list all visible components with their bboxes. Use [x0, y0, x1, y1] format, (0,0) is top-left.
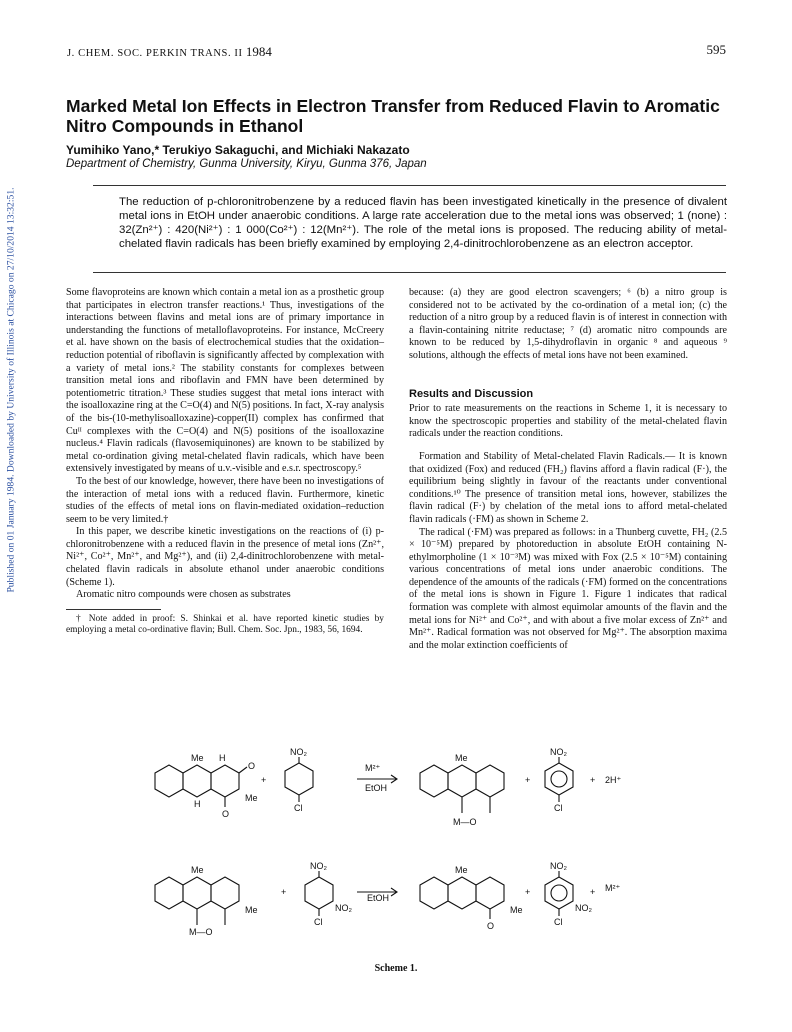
running-header [67, 44, 272, 60]
affiliation: Department of Chemistry, Gunma University, Kiryu, Gunma 376, Japan [66, 158, 427, 170]
nitro-label: NO₂ [290, 747, 307, 757]
article-title: Marked Metal Ion Effects in Electron Transfer from Reduced Flavin to Aromatic Nitro Compounds in Ethanol [66, 96, 720, 136]
nitro-label: NO₂ [575, 903, 592, 913]
chloro-label: Cl [294, 803, 303, 813]
nitro-label: NO₂ [335, 903, 352, 913]
methyl-label: Me [245, 793, 258, 803]
download-notice [0, 150, 22, 630]
plus-sign: + [525, 887, 531, 897]
chloro-label: Cl [554, 803, 563, 813]
pyrazine-ring-chelate [183, 877, 211, 909]
radical-ring-circle [551, 771, 567, 787]
abstract-bottom-rule [93, 272, 726, 273]
carbonyl-bond [239, 767, 247, 773]
methyl-label: Me [455, 753, 468, 763]
plus-sign: + [281, 887, 287, 897]
dinitro-radical-ring [545, 877, 573, 909]
methyl-label: Me [455, 865, 468, 875]
benzene-ring-reduced-flavin [155, 765, 183, 797]
author-list: Yumihiko Yano,* Terukiyo Sakaguchi, and Michiaki Nakazato [66, 143, 410, 157]
footnote-rule [66, 609, 161, 610]
abstract-top-rule [93, 185, 726, 186]
pyrazine-ring-radical [448, 765, 476, 797]
paragraph: The radical (·FM) was prepared as follows: in a Thunberg cuvette, FH₂ (2.5 × 10⁻⁵M) prepared by photoreduction in absolute EtOH containing N-ethylmorpholine (1 × 10⁻³M) was mixed with Fox (2.5 × 10⁻⁵M) containing various concentrations of metal ions under anaerobic conditions. The dependence of the amounts of the radicals (·FM) formed on the concentrations of the metal ions is shown in Figure 1. Figure 1 indicates that radical formation was complete with almost equimolar amounts of the flavin and the metal ions for Ni²⁺ and Co²⁺, and with about a five molar excess of Zn²⁺ and Mn²⁺. Radical formation was not observed for Mg²⁺. The absorption maxima and the molar extinction coefficients of [409, 526, 727, 651]
reagent-label: M²⁺ [365, 763, 381, 773]
benzene-ring-product [420, 877, 448, 909]
chloro-label: Cl [314, 917, 323, 927]
nitro-label: NO₂ [310, 861, 327, 871]
scheme-caption: Scheme 1. [374, 963, 418, 974]
pyrimidine-ring-chelate [211, 877, 239, 909]
solvent-label: EtOH [365, 783, 388, 793]
journal-year: 1984 [245, 44, 272, 59]
nitrobenzene-ring [285, 763, 313, 795]
paragraph: because: (a) they are good electron scavengers; ⁶ (b) a nitro group is considered not to be activated by the co-ordination of a metal ion; (c) the reduction of a nitro group by a reduced flavin is of interest in connection with a flavin-containing nitrite reductase; ⁷ (d) aromatic nitro compounds are known to be reduced by 1,5-dihydroflavin in organic ⁸ and aqueous ⁹ solutions, although the effects of metal ions have not been examined. [409, 287, 727, 361]
pyrazine-ring-product [448, 877, 476, 909]
metal-oxygen-label: M—O [189, 927, 213, 937]
paragraph: In this paper, we describe kinetic investigations on the reactions of (i) p-chloronitrobenzene with a reduced flavin in the presence of metal ions (Zn²⁺, Ni²⁺, Co²⁺, Mn²⁺, and Mg²⁺), and (ii) 2,4-dinitrochlorobenzene with metal-chelated flavin radicals in absolute ethanol under anaerobic conditions (Scheme 1). [66, 526, 384, 588]
methyl-label: Me [191, 753, 204, 763]
chloro-label: Cl [554, 917, 563, 927]
journal-name: J. CHEM. SOC. PERKIN TRANS. II [67, 48, 243, 59]
paragraph: Aromatic nitro compounds were chosen as substrates [76, 589, 291, 601]
paragraph: Formation and Stability of Metal-chelated Flavin Radicals.— It is known that oxidized (Fox) and reduced (FH₂) flavins afford a flavin radical (F·), the equilibrium being slightly in favour of the reactants under conventional conditions.¹⁰ The presence of transition metal ions, however, stabilizes the flavin radical (F·) by chelation of the metal ions to afford metal-chelated flavin radicals (·FM) as shown in Scheme 2. [409, 450, 727, 525]
paragraph: Some flavoproteins are known which contain a metal ion as a prosthetic group that participates in electron transfer reactions.¹ Thus, investigations of the interactions between flavins and metal ions are of primary importance in understanding the functions of metalloflavoproteins. For instance, McCreery et al. have shown on the basis of electrochemical studies that the oxidation–reduction potential of riboflavin is significantly affected by complexation with a variety of metal ions.² The stability constants for complexes between transition metal ions and riboflavin and FMN have been determined by potentiometric titration.³ These studies suggest that metal ions interact with the isoalloxazine ring at the C=O(4) and N(5) positions. In fact, X-ray analysis of the bis-(10-methylisoalloxazine)-copper(II) complex has confirmed that Cuᴵᴵ complexes with the C=O(4) and N(5) positions of the isoalloxazine nucleus.⁴ Flavin radicals (flavosemiquinones) are known to be stabilized by metal co-ordination giving metal-chelated flavin radicals, which have been extensively investigated by means of u.v.-visible and e.s.r. spectroscopy.⁵ [66, 287, 384, 475]
scheme-1-diagram [135, 747, 695, 960]
pyrimidine-ring-reduced-flavin [211, 765, 239, 797]
paragraph: To the best of our knowledge, however, there have been no investigations of the interaction of metal ions with a reduced flavin. Furthermore, kinetic studies of the effects of metal ions on flavin-mediated oxidation–reduction seem to be very limited.† [66, 475, 384, 525]
oxygen-label: O [248, 761, 256, 771]
methyl-label: Me [191, 865, 204, 875]
page-number: 595 [706, 42, 726, 57]
oxygen-label: O [487, 921, 495, 931]
abstract: The reduction of p-chloronitrobenzene by a reduced flavin has been investigated kinetically in the presence of divalent metal ions in EtOH under anaerobic conditions. A large rate acceleration due to the metal ions was observed; 1 (none) : 32(Zn²⁺) : 420(Ni²⁺) : 1 000(Co²⁺) : 12(Mn²⁺). The role of the metal ions is proposed. The reducing ability of metal-chelated flavin radicals has been briefly examined by employing 2,4-dinitrochlorobenzene as an electron acceptor. [119, 196, 727, 250]
download-notice-text: Published on 01 January 1984. Downloaded by University of Illinois at Chicago on 27/10/2014 13:32:51. [5, 187, 17, 593]
pyrazine-ring-reduced-flavin [183, 765, 211, 797]
hydrogen-label: H [219, 753, 226, 763]
metal-oxygen-label: M—O [453, 817, 477, 827]
left-column [66, 287, 384, 637]
benzene-ring-chelate [155, 877, 183, 909]
methyl-label: Me [510, 905, 523, 915]
plus-sign: + [261, 775, 267, 785]
proton-label: 2H⁺ [605, 775, 622, 785]
plus-sign: + [590, 887, 596, 897]
nitro-label: NO₂ [550, 747, 567, 757]
section-heading: Results and Discussion [409, 387, 534, 400]
methyl-label: Me [245, 905, 258, 915]
pyrimidine-ring-radical [476, 765, 504, 797]
dinitrochlorobenzene-ring [305, 877, 333, 909]
oxygen-label: O [222, 809, 230, 819]
benzene-ring-radical [420, 765, 448, 797]
paragraph: Prior to rate measurements on the reactions in Scheme 1, it is necessary to know the spectroscopic properties and stability of the metal-chelated flavin radicals under the reaction conditions. [409, 403, 727, 440]
hydrogen-label: H [194, 799, 201, 809]
nitro-label: NO₂ [550, 861, 567, 871]
solvent-label: EtOH [367, 893, 390, 903]
plus-sign: + [590, 775, 596, 785]
pyrimidine-ring-product [476, 877, 504, 909]
nitrobenzene-radical-ring [545, 763, 573, 795]
footnote: † Note added in proof: S. Shinkai et al. have reported kinetic studies by employing a metal co-ordinative flavin; Bull. Chem. Soc. Jpn., 1983, 56, 1694. [66, 613, 384, 636]
right-column [409, 287, 727, 652]
metal-ion-label: M²⁺ [605, 883, 621, 893]
plus-sign: + [525, 775, 531, 785]
